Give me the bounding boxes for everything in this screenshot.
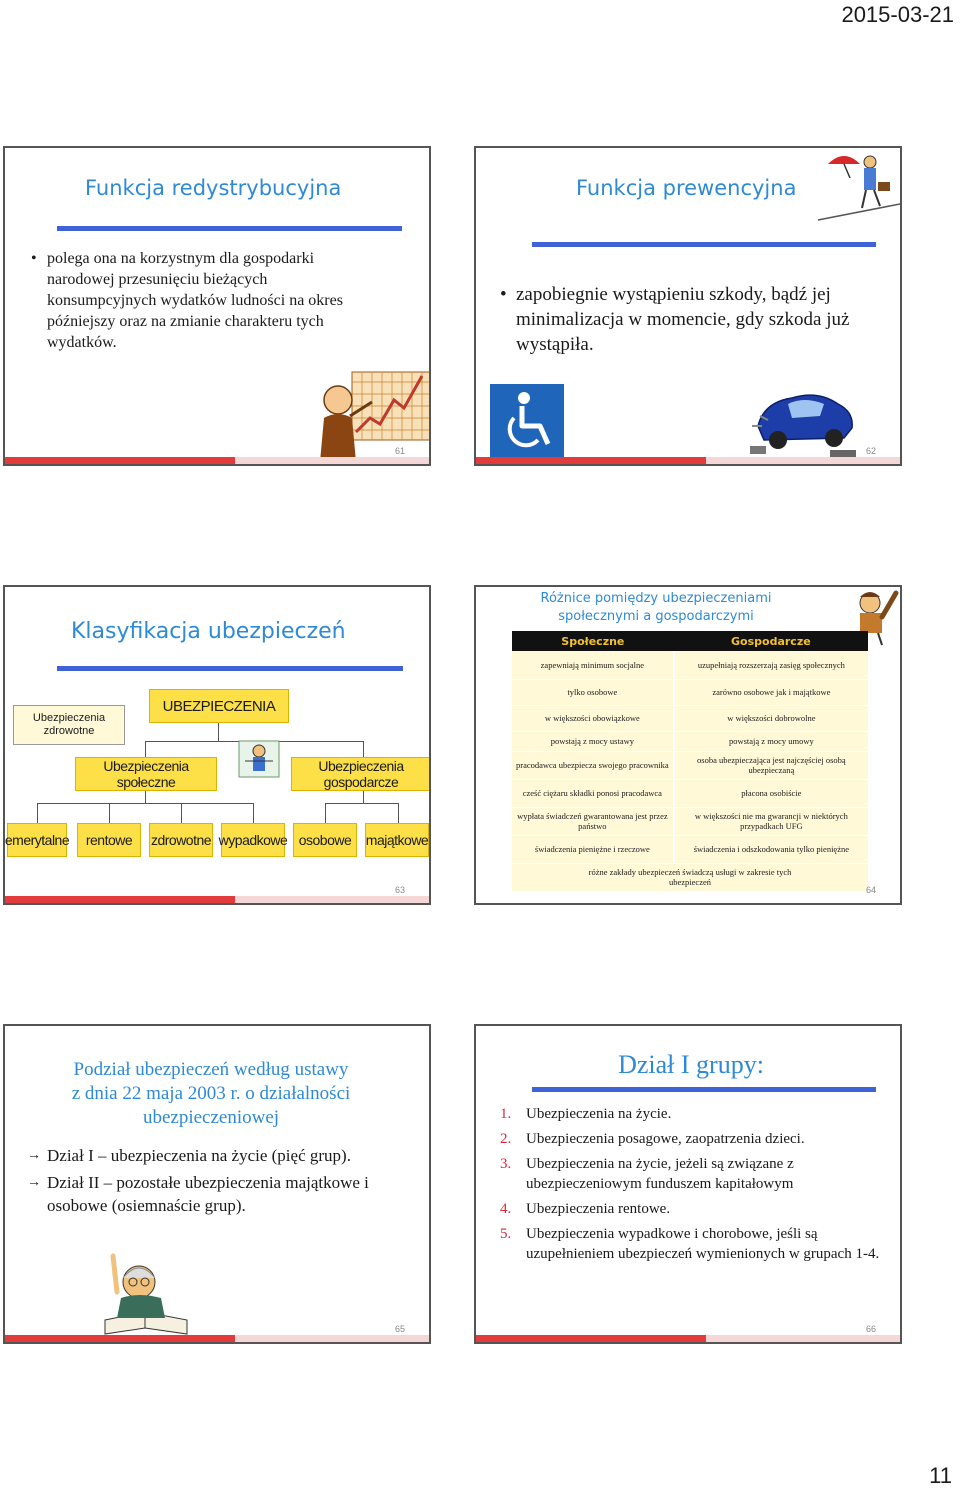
- slide-63: [3, 585, 431, 905]
- list-text: Ubezpieczenia rentowe.: [526, 1201, 671, 1217]
- connector: [363, 791, 364, 803]
- table-cell: osoba ubezpieczająca jest najczęściej osobą ubezpieczaną: [674, 751, 868, 779]
- title-rule: [57, 226, 402, 231]
- slide-title: Funkcja redystrybucyjna: [85, 176, 342, 200]
- slide-number: 61: [394, 446, 405, 456]
- table-cell: powstają z mocy ustawy: [512, 731, 674, 751]
- list-text: Ubezpieczenia posagowe, zaopatrzenia dzieci.: [526, 1131, 805, 1147]
- comparison-table: [512, 631, 868, 892]
- list-item: → Dział II – pozostałe ubezpieczenia majątkowe i osobowe (osiemnaście grup).: [27, 1171, 407, 1217]
- slide-number: 65: [394, 1324, 405, 1334]
- businessman-chart-icon: [310, 370, 431, 462]
- print-date: 2015-03-21: [841, 2, 954, 27]
- connector: [37, 803, 253, 804]
- slide-title-line: Różnice pomiędzy ubezpieczeniami: [540, 591, 772, 606]
- table-cell: uzupełniają rozszerzają zasięg społecznych: [674, 651, 868, 679]
- footer-bar: [5, 457, 235, 464]
- list-item: [500, 1224, 880, 1264]
- table-cell-merged: różne zakłady ubezpieczeń świadczą usługi w zakresie tych ubezpieczeń: [512, 863, 868, 891]
- connector: [145, 791, 146, 803]
- list-text: Ubezpieczenia na życie.: [526, 1106, 672, 1122]
- table-cell: w większości obowiązkowe: [512, 705, 674, 731]
- slide-number: 63: [394, 885, 405, 895]
- title-rule: [532, 1087, 876, 1092]
- list-number: 3.: [500, 1156, 512, 1172]
- group-list: [500, 1104, 880, 1269]
- group-box-economic: Ubezpieczenia gospodarcze: [291, 757, 431, 791]
- slide-title: [25, 1058, 397, 1130]
- table-cell: w większości dobrowolne: [674, 705, 868, 731]
- wheelchair-icon: [490, 384, 564, 458]
- list-item: [500, 1129, 880, 1149]
- slide-number: 64: [865, 885, 876, 895]
- group-box-social: Ubezpieczenia społeczne: [75, 757, 217, 791]
- slide-62: [474, 146, 902, 466]
- leaf-box: rentowe: [77, 823, 141, 857]
- slide-title: Funkcja prewencyjna: [576, 176, 797, 200]
- connector: [398, 803, 399, 823]
- list-number: 2.: [500, 1131, 512, 1147]
- connector: [181, 803, 182, 823]
- list-item: → Dział I – ubezpieczenia na życie (pięć grup).: [27, 1144, 407, 1167]
- column-header-economic: Gospodarcze: [674, 631, 868, 651]
- side-box-health: Ubezpieczenia zdrowotne: [13, 705, 125, 745]
- list-text: Ubezpieczenia wypadkowe i chorobowe, jeśli są uzupełnieniem ubezpieczeń wymienionych w grupach 1-4.: [526, 1226, 880, 1262]
- root-box: UBEZPIECZENIA: [149, 689, 289, 723]
- leaf-box: osobowe: [293, 823, 357, 857]
- table-cell: świadczenia pieniężne i rzeczowe: [512, 835, 674, 863]
- table-cell: powstają z mocy umowy: [674, 731, 868, 751]
- footer-bar: [5, 896, 235, 903]
- leaf-box: emerytalne: [7, 823, 67, 857]
- column-header-social: Społeczne: [512, 631, 674, 651]
- tree-figure-icon: [237, 739, 281, 779]
- leaf-box: wypadkowe: [221, 823, 285, 857]
- bullet-list: [31, 248, 376, 353]
- connector: [109, 803, 110, 823]
- umbrella-tightrope-icon: [814, 148, 902, 222]
- slide-title-line: Podział ubezpieczeń według ustawy: [73, 1059, 349, 1080]
- slide-title-line: społecznymi a gospodarczymi: [558, 609, 754, 624]
- connector: [325, 803, 326, 823]
- table-cell: świadczenia i odszkodowania tylko pieniężne: [674, 835, 868, 863]
- slide-title: Klasyfikacja ubezpieczeń: [71, 619, 346, 644]
- professor-book-icon: [99, 1252, 193, 1338]
- table-cell: wypłata świadczeń gwarantowana jest przez państwo: [512, 807, 674, 835]
- footer-bar: [476, 457, 706, 464]
- slide-64: [474, 585, 902, 905]
- table-cell: płacona osobiście: [674, 779, 868, 807]
- slide-66: [474, 1024, 902, 1344]
- connector: [145, 741, 146, 757]
- division-list: [27, 1144, 407, 1217]
- leaf-box: majątkowe: [365, 823, 429, 857]
- list-item: [500, 1154, 880, 1194]
- bullet-item: • zapobiegnie wystąpieniu szkody, bądź jej minimalizacja w momencie, gdy szkoda już wystąpiła.: [500, 282, 870, 357]
- table-cell: zapewniają minimum socjalne: [512, 651, 674, 679]
- list-item: [500, 1104, 880, 1124]
- connector: [37, 803, 38, 823]
- list-number: 4.: [500, 1201, 512, 1217]
- connector: [253, 803, 254, 823]
- title-rule: [532, 242, 876, 247]
- table-cell: tylko osobowe: [512, 679, 674, 705]
- slide-65: [3, 1024, 431, 1344]
- leaf-box: zdrowotne: [149, 823, 213, 857]
- list-number: 5.: [500, 1226, 512, 1242]
- slide-title: [476, 590, 836, 626]
- slide-title: Dział I grupy:: [618, 1050, 764, 1079]
- footer-bar: [476, 1335, 706, 1342]
- footer-bar: [5, 1335, 235, 1342]
- slide-61: [3, 146, 431, 466]
- crashed-car-icon: [748, 380, 860, 462]
- table-cell: pracodawca ubezpiecza swojego pracownika: [512, 751, 674, 779]
- bullet-item: • polega ona na korzystnym dla gospodarki narodowej przesunięciu bieżących konsumpcyjnych wydatków ludności na okres późniejszy oraz na zmianie charakteru tych wydatków.: [31, 248, 376, 353]
- list-item: [500, 1199, 880, 1219]
- slide-number: 66: [865, 1324, 876, 1334]
- connector: [325, 803, 399, 804]
- connector: [218, 723, 219, 741]
- table-cell: w większości nie ma gwarancji w niektórych przypadkach UFG: [674, 807, 868, 835]
- slide-title-line: ubezpieczeniowej: [142, 1107, 280, 1128]
- list-text: Ubezpieczenia na życie, jeżeli są związane z ubezpieczeniowym funduszem kapitałowym: [526, 1156, 794, 1192]
- page-number: 11: [929, 1463, 952, 1488]
- bullet-list: [500, 282, 870, 357]
- list-number: 1.: [500, 1106, 512, 1122]
- table-cell: cześć ciężaru składki ponosi pracodawca: [512, 779, 674, 807]
- table-cell: zarówno osobowe jak i majątkowe: [674, 679, 868, 705]
- slide-number: 62: [865, 446, 876, 456]
- slide-title-line: z dnia 22 maja 2003 r. o działalności: [71, 1083, 351, 1104]
- connector: [363, 741, 364, 757]
- title-rule: [57, 666, 403, 671]
